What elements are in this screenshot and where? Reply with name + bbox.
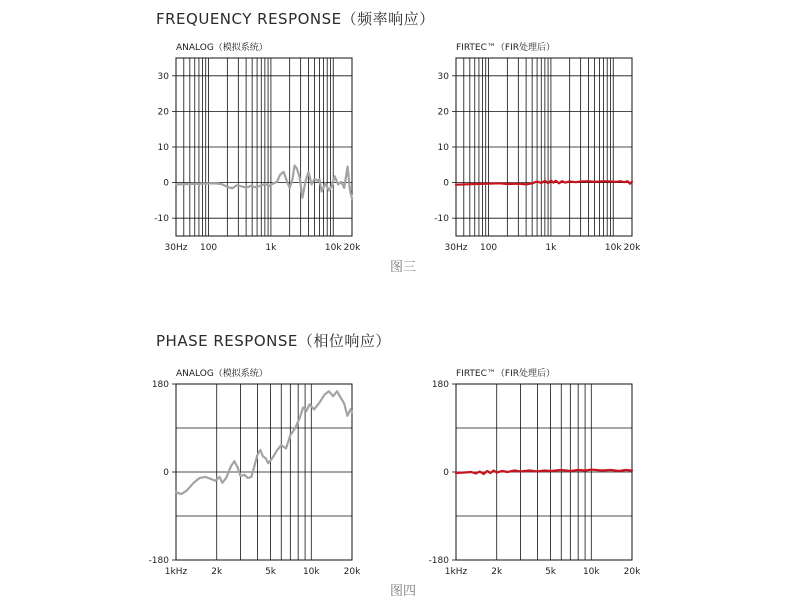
frequency-response-firtec-chart [420, 38, 660, 260]
x-tick-label: 30Hz [164, 243, 188, 253]
x-tick-label: 2k [211, 567, 223, 577]
x-tick-label: 20k [343, 243, 361, 253]
frequency-response-analog-chart [140, 38, 380, 260]
x-tick-label: 10k [582, 567, 600, 577]
x-tick-label: 5k [545, 567, 557, 577]
y-tick-label: 10 [437, 143, 449, 153]
phase-response-analog-chart [140, 360, 380, 582]
y-tick-label: 0 [443, 468, 449, 478]
x-tick-label: 10k [604, 243, 622, 253]
y-tick-label: -10 [154, 214, 169, 225]
y-tick-label: 0 [163, 468, 169, 478]
x-tick-label: 10k [302, 567, 320, 577]
x-tick-label: 1kHz [164, 567, 188, 577]
x-tick-label: 1k [545, 243, 557, 253]
y-tick-label: 20 [437, 107, 449, 118]
x-tick-label: 20k [343, 567, 361, 577]
x-tick-label: 1kHz [444, 567, 468, 577]
figure-4-label: 图四 [390, 584, 417, 599]
chart-title: ANALOG（模拟系统） [176, 369, 268, 379]
figure-3-label: 图三 [390, 260, 417, 275]
x-tick-label: 100 [479, 243, 498, 253]
x-tick-label: 20k [623, 243, 641, 253]
chart-title: FIRTEC™（FIR处理后） [456, 43, 555, 53]
chart-title: FIRTEC™（FIR处理后） [456, 369, 555, 379]
series-line [176, 391, 352, 494]
phase-response-firtec-chart [420, 360, 660, 582]
frequency-response-title: FREQUENCY RESPONSE（频率响应） [156, 10, 435, 28]
y-tick-label: 0 [443, 178, 449, 189]
y-tick-label: -180 [428, 556, 449, 566]
y-tick-label: 30 [437, 71, 449, 82]
x-tick-label: 2k [491, 567, 503, 577]
y-tick-label: 30 [157, 71, 169, 82]
y-tick-label: 0 [163, 178, 169, 189]
x-tick-label: 100 [199, 243, 218, 253]
y-tick-label: 10 [157, 143, 169, 153]
y-tick-label: 20 [157, 107, 169, 118]
x-tick-label: 5k [265, 567, 277, 577]
x-tick-label: 1k [265, 243, 277, 253]
x-tick-label: 10k [324, 243, 342, 253]
chart-title: ANALOG（模拟系统） [176, 43, 268, 53]
y-tick-label: 180 [151, 380, 169, 390]
x-tick-label: 30Hz [444, 243, 468, 253]
phase-response-title: PHASE RESPONSE（相位响应） [156, 332, 391, 350]
y-tick-label: -10 [434, 214, 449, 225]
x-tick-label: 20k [623, 567, 641, 577]
y-tick-label: -180 [148, 556, 169, 566]
y-tick-label: 180 [431, 380, 449, 390]
